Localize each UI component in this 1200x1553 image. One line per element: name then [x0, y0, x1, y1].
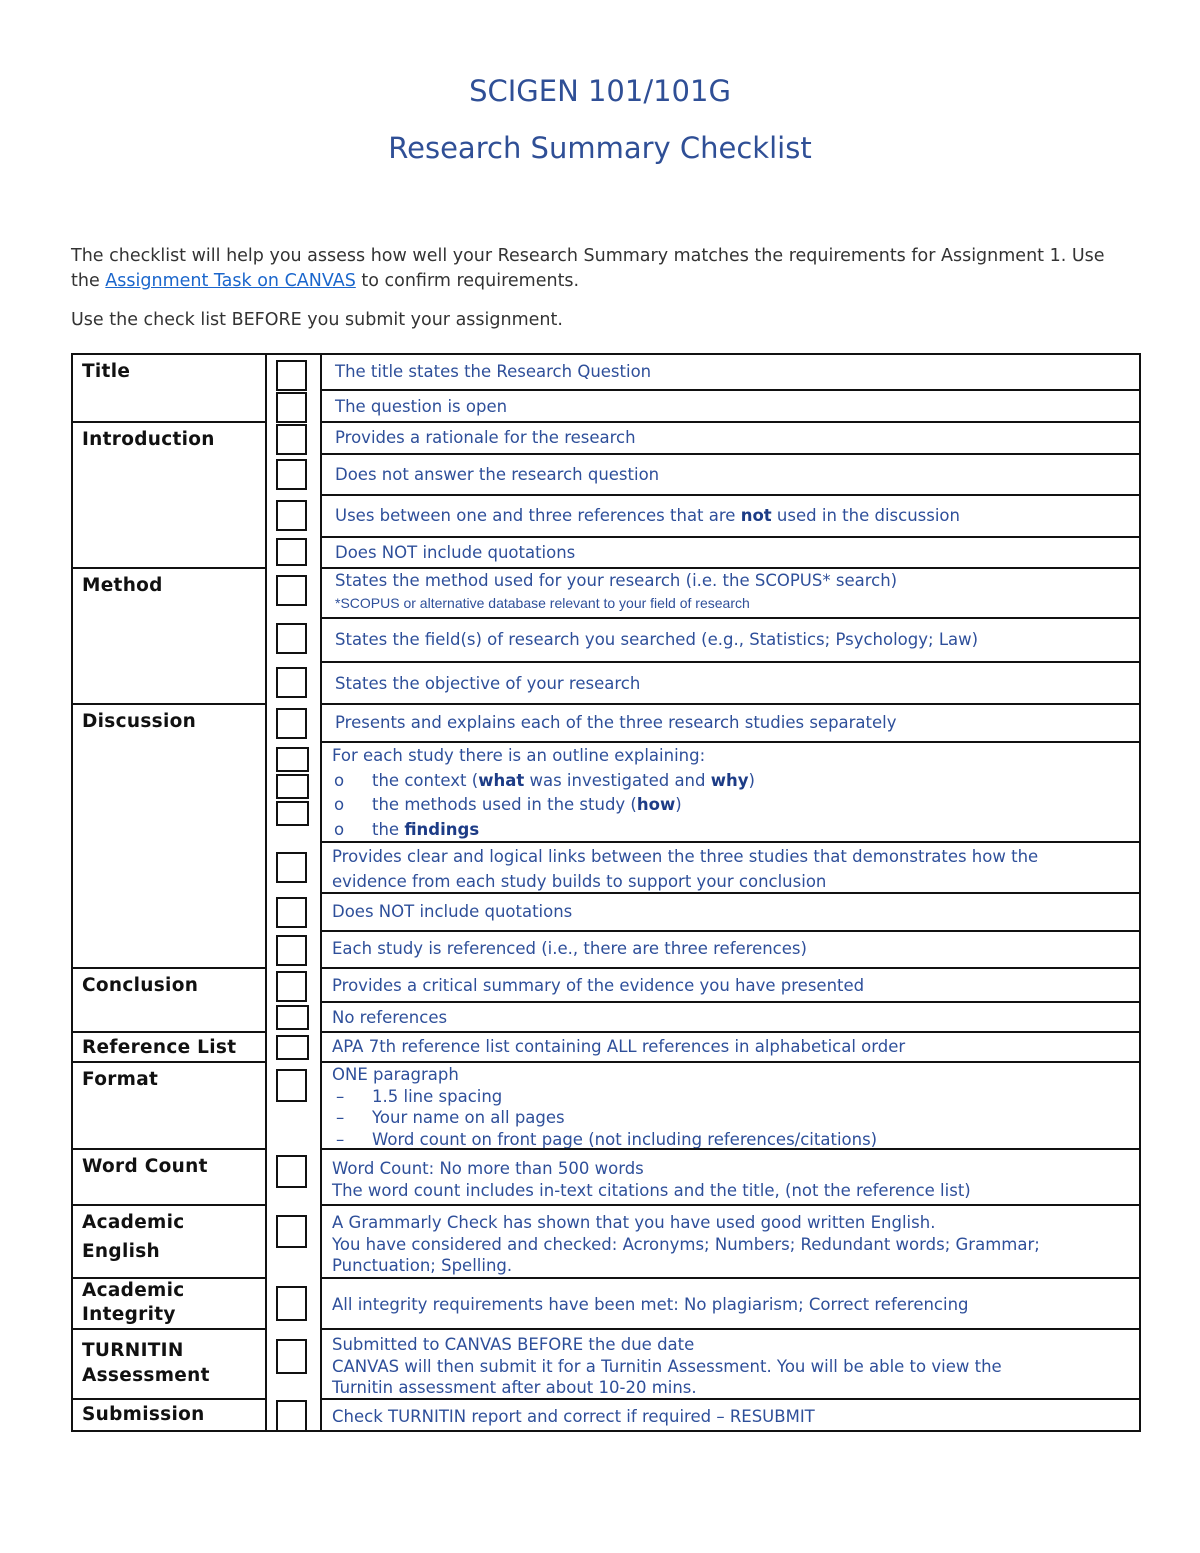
checkbox[interactable] [276, 1215, 307, 1248]
item-text: APA 7th reference list containing ALL references in alphabetical order [332, 1037, 906, 1056]
checkbox[interactable] [276, 708, 307, 739]
item-text: Check TURNITIN report and correct if required – RESUBMIT [332, 1407, 815, 1426]
sub-bullet [332, 818, 1131, 843]
section-turnitin-line2: Assessment [82, 1365, 210, 1386]
checklist-item [321, 1148, 1139, 1205]
checkbox[interactable] [276, 667, 307, 698]
section-academic-english [73, 1204, 267, 1278]
checklist-item [321, 892, 1139, 931]
instruction-text: Use the check list BEFORE you submit your assignment. [71, 310, 563, 330]
checklist-item [321, 1031, 1139, 1062]
checkbox[interactable] [276, 897, 307, 928]
intro-paragraph [71, 244, 1131, 294]
item-text-block [332, 744, 1131, 842]
section-turnitin-line1: TURNITIN [82, 1340, 184, 1361]
sub-bullet-text: 1.5 line spacing [372, 1086, 503, 1106]
checkbox[interactable] [276, 774, 309, 799]
checkbox[interactable] [276, 801, 309, 826]
checklist-item [321, 1277, 1139, 1329]
sub-bullet-emphasis: findings [404, 819, 480, 839]
item-text: For each study there is an outline explaining: [332, 746, 706, 765]
intro-text: The checklist will help you assess how well your Research Summary matches the requirements for Assignment 1. Use the [71, 246, 1105, 291]
checklist-item [321, 1061, 1139, 1149]
item-note: *SCOPUS or alternative database relevant to your field of research [335, 595, 750, 611]
checkbox[interactable] [276, 1035, 309, 1060]
checklist-item [321, 389, 1139, 422]
checkbox[interactable] [276, 935, 307, 966]
sub-bullet-text: was investigated and [524, 770, 711, 790]
sub-bullet-text: ) [675, 795, 682, 814]
section-submission: Submission [73, 1398, 267, 1432]
section-method: Method [73, 567, 267, 704]
checkbox[interactable] [276, 500, 307, 531]
sub-bullet-text: ) [748, 770, 755, 790]
intro-text-end: to confirm requirements. [355, 271, 580, 291]
item-text: Does NOT include quotations [332, 902, 573, 921]
checklist-item [321, 661, 1139, 704]
checklist-item [321, 567, 1139, 618]
item-text: States the method used for your research (i.e. the SCOPUS* search) [335, 571, 898, 590]
checklist-item [321, 1204, 1139, 1278]
checkbox[interactable] [276, 1286, 307, 1321]
checklist-item [321, 967, 1139, 1002]
item-text-block [332, 1158, 1131, 1201]
dash-marker: – [336, 1108, 345, 1127]
checklist-item [321, 617, 1139, 662]
item-text: A Grammarly Check has shown that you have used good written English. [332, 1213, 936, 1232]
section-turnitin [73, 1328, 267, 1399]
item-text-part: used in the discussion [771, 506, 960, 525]
section-academic-english-line2: English [82, 1241, 161, 1262]
checklist-item [321, 355, 1139, 390]
sub-bullet-text: the context ( [372, 770, 479, 790]
dash-marker: – [336, 1129, 345, 1149]
checklist-item [321, 741, 1139, 842]
item-text: Presents and explains each of the three research studies separately [335, 713, 897, 732]
item-text: Provides a critical summary of the evidence you have presented [332, 976, 865, 995]
section-academic-english-line1: Academic [82, 1212, 185, 1233]
sub-bullet-text: the [372, 819, 405, 839]
item-text: No references [332, 1008, 448, 1027]
section-academic-integrity-line1: Academic [82, 1280, 185, 1301]
checklist-item [321, 1328, 1139, 1399]
sub-bullet-emphasis: how [636, 795, 676, 814]
item-text: ONE paragraph [332, 1065, 459, 1084]
item-text-block [332, 1064, 1131, 1150]
checklist-item [321, 536, 1139, 568]
checkbox[interactable] [276, 1339, 307, 1374]
bullet-marker: o [334, 819, 345, 839]
section-word-count: Word Count [73, 1148, 267, 1205]
checkbox[interactable] [276, 575, 307, 606]
sub-bullet-text: Your name on all pages [372, 1108, 565, 1127]
item-text: The question is open [335, 397, 508, 416]
checklist-item [321, 453, 1139, 495]
checkbox[interactable] [276, 459, 307, 490]
section-academic-integrity-line2: Integrity [82, 1304, 176, 1325]
section-conclusion: Conclusion [73, 967, 267, 1032]
item-text: Turnitin assessment after about 10-20 mins. [332, 1378, 697, 1397]
section-reference-list: Reference List [73, 1031, 267, 1062]
sub-bullet [332, 1107, 1131, 1129]
checkbox[interactable] [276, 538, 307, 566]
dash-marker: – [336, 1086, 345, 1106]
item-text-block [332, 1334, 1131, 1399]
sub-bullet-emphasis: what [478, 770, 525, 790]
checkbox[interactable] [276, 747, 309, 772]
item-text: Provides a rationale for the research [335, 428, 636, 447]
checklist-item [321, 841, 1139, 893]
checkbox[interactable] [276, 1069, 307, 1102]
sub-bullet [332, 1086, 1131, 1108]
checklist-table [71, 353, 1141, 1432]
item-text: You have considered and checked: Acronyms; Numbers; Redundant words; Grammar; [332, 1234, 1040, 1254]
item-text: The title states the Research Question [335, 362, 652, 381]
checkbox[interactable] [276, 623, 307, 654]
checkbox[interactable] [276, 392, 307, 423]
item-text: evidence from each study builds to support your conclusion [332, 872, 827, 891]
sub-bullet-text: Word count on front page (not including references/citations) [372, 1129, 878, 1149]
bullet-marker: o [334, 770, 345, 790]
checklist-item [321, 421, 1139, 454]
checklist-item [321, 1398, 1139, 1432]
item-text: States the field(s) of research you searched (e.g., Statistics; Psychology; Law) [335, 630, 979, 649]
item-text-part: Uses between one and three references that are [335, 506, 741, 525]
checklist-item [321, 1001, 1139, 1032]
item-text: Submitted to CANVAS BEFORE the due date [332, 1335, 695, 1354]
checkbox[interactable] [276, 424, 307, 455]
section-discussion: Discussion [73, 703, 267, 968]
sub-bullet-text: the methods used in the study ( [372, 795, 637, 814]
sub-bullet [332, 769, 1131, 794]
assignment-task-link[interactable]: Assignment Task on CANVAS [105, 271, 356, 291]
checkbox[interactable] [276, 360, 307, 391]
checkbox[interactable] [276, 971, 307, 1002]
checklist-item [321, 494, 1139, 537]
sub-bullet-emphasis: why [710, 770, 749, 790]
sub-bullet [332, 1129, 1131, 1151]
item-text [335, 505, 1131, 527]
item-text: Does not answer the research question [335, 465, 660, 484]
item-text: Each study is referenced (i.e., there are three references) [332, 939, 807, 958]
section-title: Title [82, 361, 131, 382]
page-title: Research Summary Checklist [388, 131, 812, 165]
item-text: Word Count: No more than 500 words [332, 1159, 644, 1178]
item-text: All integrity requirements have been met: No plagiarism; Correct referencing [332, 1295, 969, 1314]
item-text: Provides clear and logical links between the three studies that demonstrates how the [332, 847, 1039, 866]
course-code: SCIGEN 101/101G [469, 74, 731, 108]
checklist-item [321, 930, 1139, 968]
checklist-item [321, 703, 1139, 742]
checkbox[interactable] [276, 852, 307, 883]
bullet-marker: o [334, 795, 345, 814]
checkbox[interactable] [276, 1155, 307, 1188]
item-text: CANVAS will then submit it for a Turnitin Assessment. You will be able to view the [332, 1356, 1002, 1376]
section-introduction: Introduction [73, 421, 267, 568]
item-text-block [332, 844, 1131, 894]
sub-bullet [332, 793, 1131, 818]
item-text: Punctuation; Spelling. [332, 1256, 513, 1275]
item-text-emphasis: not [740, 506, 772, 525]
section-format: Format [73, 1061, 267, 1149]
section-academic-integrity [73, 1277, 267, 1329]
checkbox[interactable] [276, 1400, 307, 1432]
item-text-block [332, 1212, 1131, 1277]
item-text: States the objective of your research [335, 674, 641, 693]
item-text: Does NOT include quotations [335, 543, 576, 562]
checkbox[interactable] [276, 1005, 309, 1030]
item-text: The word count includes in-text citations and the title, (not the reference list) [332, 1180, 971, 1200]
